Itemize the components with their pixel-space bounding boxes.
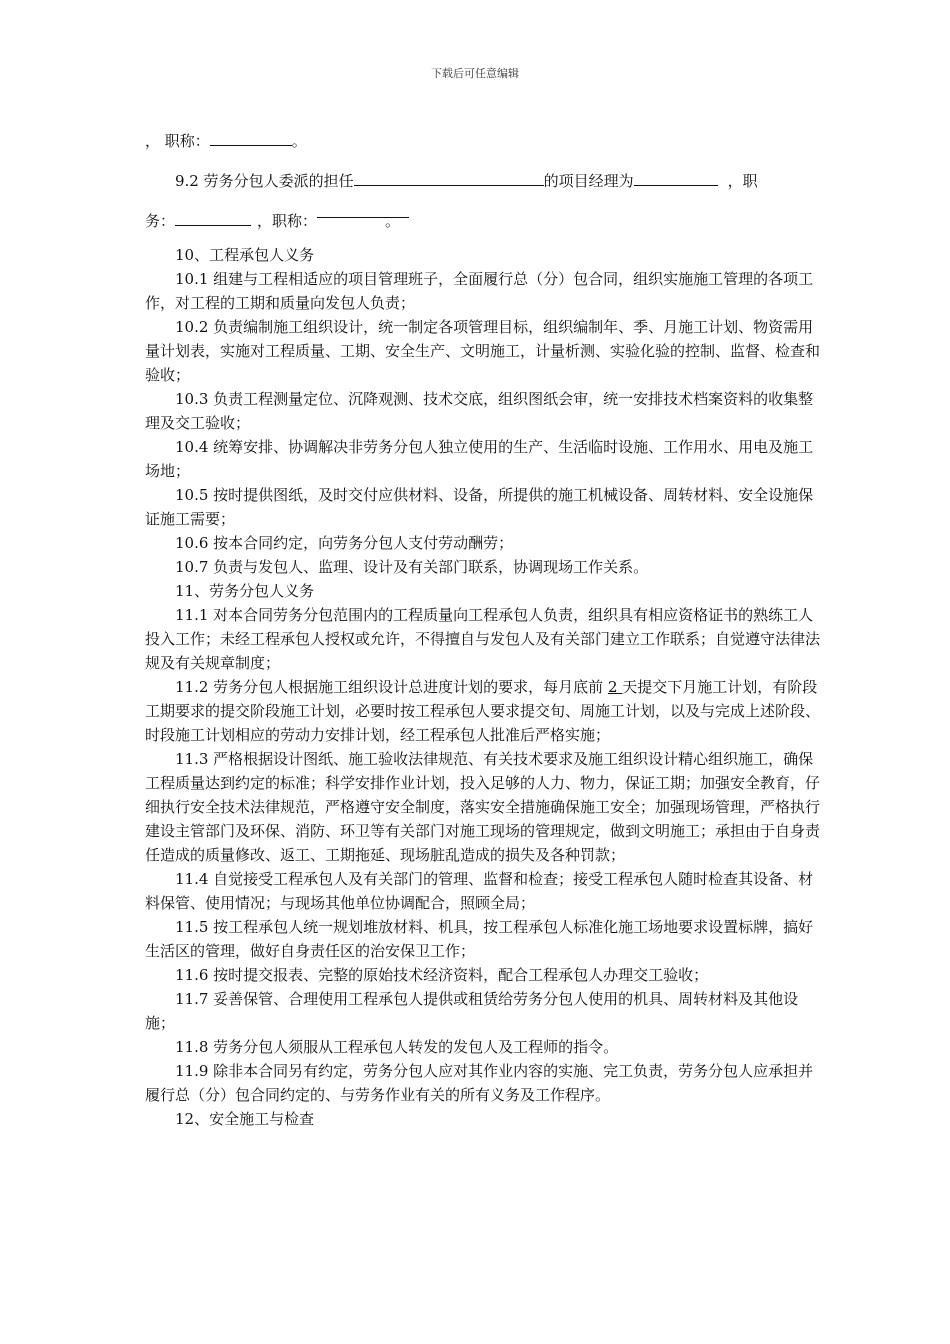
paragraph-10-7: 10.7 负责与发包人、监理、设计及有关部门联系，协调现场工作关系。 (175, 558, 649, 576)
paragraph-11-3: 11.3 严格根据设计图纸、施工验收法律规范、有关技术要求及施工组织设计精心组织施工，确保工程质量达到约定的标准；科学安排作业计划，投入足够的人力、物力，保证工期；加强安全教育，仔细执行安全技术法律规范，严格遵守安全制度，落实安全措施确保施工安全；加强现场管理，严格执行建设主管部门及环保、消防、环卫等有关部门对施工现场的管理规定，做到文明施工；承担由于自身责任造成的质量修改、返工、工期拖延、现场脏乱造成的损失及各种罚款； (145, 750, 821, 864)
blank-field (634, 169, 718, 186)
section-heading-11: 11、劳务分包人义务 (175, 582, 315, 600)
text-segment: ，职 (727, 172, 758, 190)
page-header: 下载后可任意编辑 (431, 67, 519, 80)
text-segment: 的项目经理为 (543, 172, 634, 190)
paragraph-11-1: 11.1 对本合同劳务分包范围内的工程质量向工程承包人负责，组织具有相应资格证书的熟练工人投入工作；未经工程承包人授权或允许，不得擅自与发包人及有关部门建立工作联系；自觉遵守法律法规及有关规章制度； (145, 606, 821, 672)
text-segment: 务： (145, 212, 176, 230)
paragraph-10-2: 10.2 负责编制施工组织设计，统一制定各项管理目标，组织编制年、季、月施工计划、物资需用量计划表，实施对工程质量、工期、安全生产、文明施工，计量析测、实验化验的控制、监督、检查和验收； (145, 318, 821, 384)
text-segment: ， 职称： (145, 132, 210, 150)
paragraph-9-2-cont (145, 201, 823, 241)
paragraph-10-6: 10.6 按本合同约定，向劳务分包人支付劳动酬劳； (175, 534, 514, 552)
section-heading-10: 10、工程承包人义务 (175, 246, 315, 264)
paragraph-11-6: 11.6 按时提交报表、完整的原始技术经济资料，配合工程承包人办理交工验收； (175, 966, 709, 984)
blank-field (175, 209, 251, 226)
underlined-value: 2 (607, 678, 623, 696)
blank-field (354, 169, 544, 186)
paragraph-10-3: 10.3 负责工程测量定位、沉降观测、技术交底，组织图纸会审，统一安排技术档案资料的收集整理及交工验收； (145, 390, 814, 432)
text-segment: 。 (291, 132, 307, 150)
text-segment: ，职称： (257, 212, 318, 230)
text-segment: 。 (385, 212, 401, 230)
paragraph-11-9: 11.9 除非本合同另有约定，劳务分包人应对其作业内容的实施、完工负责，劳务分包人应承担并履行总（分）包合同约定的、与劳务作业有关的所有义务及工作程序。 (145, 1062, 814, 1104)
paragraph-title-line (145, 121, 823, 161)
paragraph-10-1: 10.1 组建与工程相适应的项目管理班子，全面履行总（分）包合同，组织实施施工管理的各项工作，对工程的工期和质量向发包人负责； (145, 270, 814, 312)
paragraph-10-5: 10.5 按时提供图纸，及时交付应供材料、设备，所提供的施工机械设备、周转材料、安全设施保证施工需要； (145, 486, 814, 528)
blank-field (210, 129, 292, 146)
paragraph-9-2 (145, 161, 823, 201)
paragraph-11-4: 11.4 自觉接受工程承包人及有关部门的管理、监督和检查；接受工程承包人随时检查其设备、材料保管、使用情况；与现场其他单位协调配合，照顾全局； (145, 870, 814, 912)
blank-field (317, 201, 409, 230)
document-body (145, 125, 823, 1131)
section-heading-12: 12、安全施工与检查 (175, 1110, 315, 1128)
paragraph-11-7: 11.7 妥善保管、合理使用工程承包人提供或租赁给劳务分包人使用的机具、周转材料及其他设施； (145, 990, 799, 1032)
paragraph-10-4: 10.4 统筹安排、协调解决非劳务分包人独立使用的生产、生活临时设施、工作用水、用电及施工场地； (145, 438, 814, 480)
text-segment: 11.2 劳务分包人根据施工组织设计总进度计划的要求，每月底前 (175, 678, 608, 696)
paragraph-11-5: 11.5 按工程承包人统一规划堆放材料、机具，按工程承包人标准化施工场地要求设置标牌，搞好生活区的管理，做好自身责任区的治安保卫工作； (145, 918, 814, 960)
text-segment: 9.2 劳务分包人委派的担任 (175, 172, 354, 190)
paragraph-11-8: 11.8 劳务分包人须服从工程承包人转发的发包人及工程师的指令。 (175, 1038, 619, 1056)
text-segment: 天提交下月施工计划，有阶段工期要求的提交阶段施工计划，必要时按工程承包人要求提交旬、周施工计划，以及与完成上述阶段、时段施工计划相应的劳动力安排计划，经工程承包人批准后严格实施； (145, 678, 821, 744)
paragraph-11-2 (145, 675, 823, 747)
